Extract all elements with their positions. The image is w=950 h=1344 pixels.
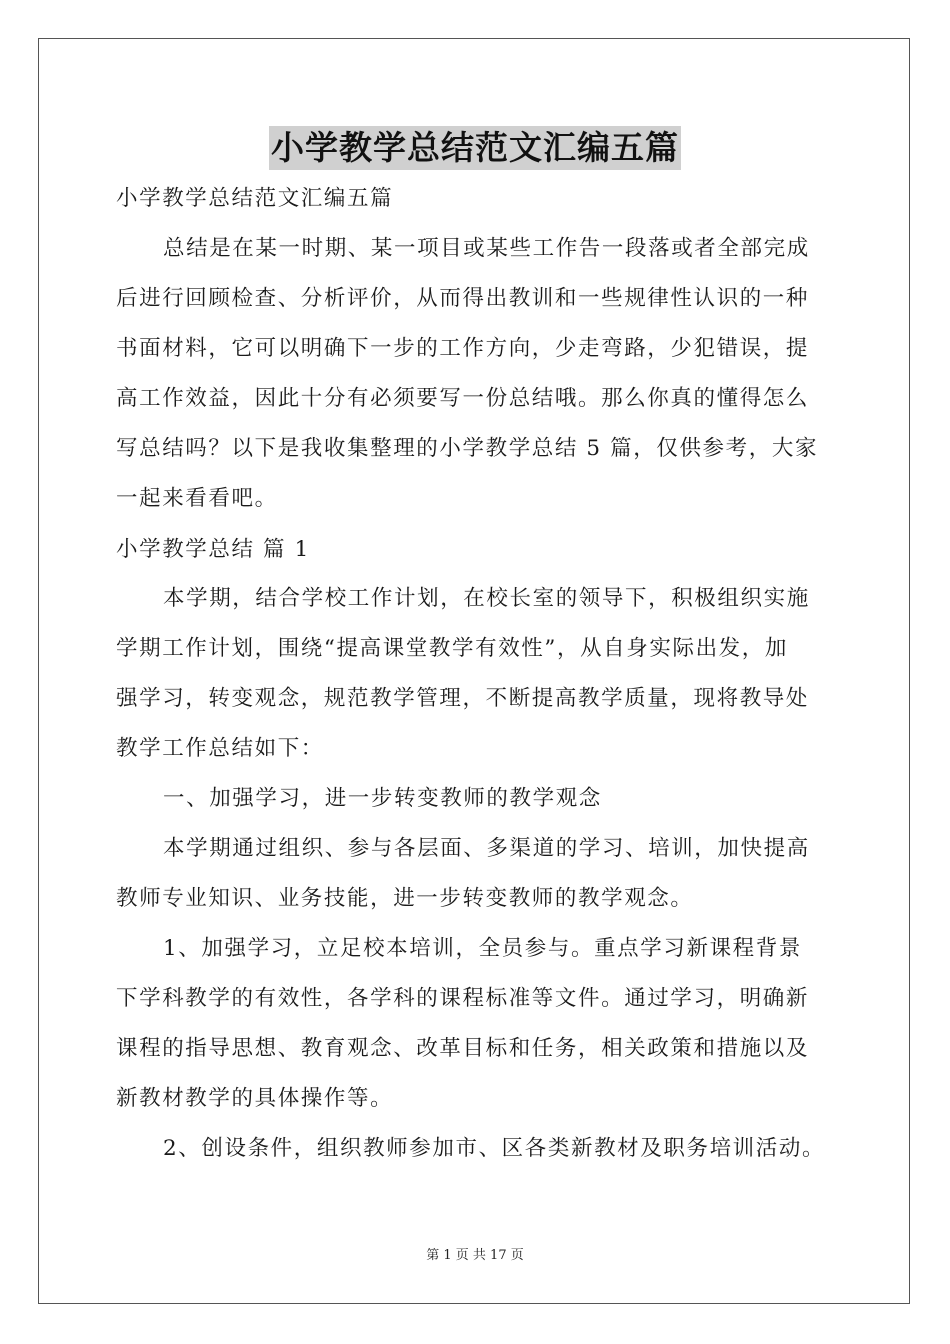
page-number-footer: 第 1 页 共 17 页 bbox=[426, 1248, 524, 1263]
paragraph-line: 课程的指导思想、教育观念、改革目标和任务，相关政策和措施以及 bbox=[116, 1036, 810, 1061]
paragraph-line: 2、创设条件，组织教师参加市、区各类新教材及职务培训活动。 bbox=[163, 1136, 826, 1161]
section-heading: 小学教学总结 篇 1 bbox=[116, 537, 310, 562]
paragraph-line: 教师专业知识、业务技能，进一步转变教师的教学观念。 bbox=[116, 886, 694, 911]
paragraph-line: 新教材教学的具体操作等。 bbox=[116, 1086, 394, 1111]
paragraph-line: 书面材料，它可以明确下一步的工作方向，少走弯路，少犯错误，提 bbox=[116, 336, 810, 361]
paragraph-line: 高工作效益，因此十分有必须要写一份总结哦。那么你真的懂得怎么 bbox=[116, 386, 810, 411]
page-border bbox=[38, 38, 910, 1304]
paragraph-line: 学期工作计划，围绕“提高课堂教学有效性”，从自身实际出发，加 bbox=[116, 636, 788, 661]
subtitle-line: 小学教学总结范文汇编五篇 bbox=[116, 186, 394, 211]
paragraph-line: 1、加强学习，立足校本培训，全员参与。重点学习新课程背景 bbox=[163, 936, 802, 961]
document-title: 小学教学总结范文汇编五篇 bbox=[269, 126, 681, 170]
paragraph-line: 一起来看看吧。 bbox=[116, 486, 278, 511]
title-wrapper bbox=[0, 126, 950, 170]
paragraph-line: 本学期通过组织、参与各层面、多渠道的学习、培训，加快提高 bbox=[163, 836, 810, 861]
paragraph-line: 下学科教学的有效性，各学科的课程标准等文件。通过学习，明确新 bbox=[116, 986, 810, 1011]
paragraph-line: 总结是在某一时期、某一项目或某些工作告一段落或者全部完成 bbox=[163, 236, 810, 261]
paragraph-line: 后进行回顾检查、分析评价，从而得出教训和一些规律性认识的一种 bbox=[116, 286, 810, 311]
paragraph-line: 本学期，结合学校工作计划，在校长室的领导下，积极组织实施 bbox=[163, 586, 810, 611]
paragraph-line: 强学习，转变观念，规范教学管理，不断提高教学质量，现将教导处 bbox=[116, 686, 810, 711]
paragraph-line: 教学工作总结如下： bbox=[116, 736, 324, 761]
subsection-heading: 一、加强学习，进一步转变教师的教学观念 bbox=[163, 786, 602, 811]
paragraph-line: 写总结吗？以下是我收集整理的小学教学总结 5 篇，仅供参考，大家 bbox=[116, 436, 819, 461]
